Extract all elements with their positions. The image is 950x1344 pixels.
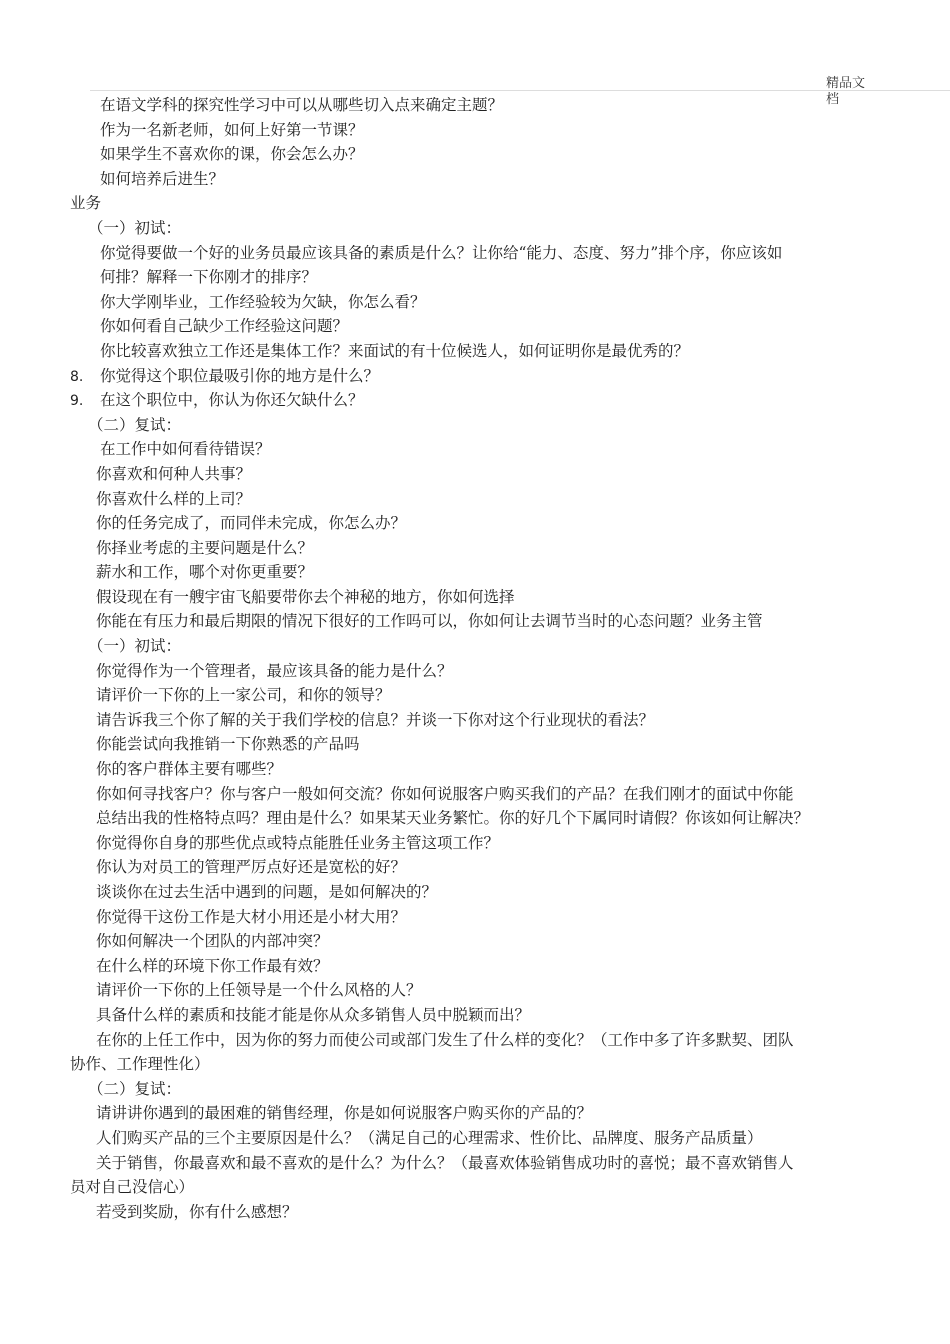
numbered-question xyxy=(0,364,950,389)
question-line: 你如何解决一个团队的内部冲突？ xyxy=(96,932,329,951)
question-line: 你喜欢和何种人共事？ xyxy=(96,464,252,483)
question-line: 你觉得作为一个管理者，最应该具备的能力是什么？ xyxy=(96,661,453,680)
item-number: 8. xyxy=(70,368,84,385)
question-line: 如果学生不喜欢你的课，你会怎么办？ xyxy=(100,145,364,164)
question-line: 谈谈你在过去生活中遇到的问题，是如何解决的？ xyxy=(96,883,438,901)
question-line: 你能在有压力和最后期限的情况下很好的工作吗可以，你如何让去调节当时的心态问题？业务主管 xyxy=(96,612,763,631)
question-line: 在你的上任工作中，因为你的努力而使公司或部门发生了什么样的变化？（工作中多了许多默契、团队 xyxy=(96,1030,794,1049)
question-line: 你如何看自己缺少工作经验这问题？ xyxy=(100,317,349,336)
section-heading: （一）初试： xyxy=(88,637,182,656)
question-line: 请评价一下你的上一家公司，和你的领导？ xyxy=(96,686,391,705)
question-line: 你觉得干这份工作是大材小用还是小材大用？ xyxy=(96,907,407,926)
question-line: 在工作中如何看待错误？ xyxy=(100,440,271,459)
question-line: 你觉得你自身的那些优点或特点能胜任业务主管这项工作？ xyxy=(96,833,500,852)
question-text: 在这个职位中，你认为你还欠缺什么？ xyxy=(100,391,364,410)
question-line: 你觉得要做一个好的业务员最应该具备的素质是什么？让你给“能力、态度、努力”排个序，你应该如 xyxy=(100,243,783,262)
watermark-label: 精品文档 xyxy=(826,76,866,107)
text-line: 协作、工作理性化） xyxy=(70,1055,210,1074)
question-line: 请评价一下你的上任领导是一个什么风格的人？ xyxy=(96,981,422,1000)
item-number: 9. xyxy=(70,393,84,410)
question-line: 你择业考虑的主要问题是什么？ xyxy=(96,538,314,557)
question-line: 何排？解释一下你刚才的排序？ xyxy=(100,268,318,287)
text-line: 员对自己没信心） xyxy=(70,1178,195,1197)
question-line: 你比较喜欢独立工作还是集体工作？来面试的有十位候选人，如何证明你是最优秀的？ xyxy=(100,341,690,360)
question-line: 你的任务完成了，而同伴未完成，你怎么办？ xyxy=(96,514,407,533)
text-line: 业务 xyxy=(70,194,102,213)
header-rule xyxy=(90,90,950,91)
document-body xyxy=(0,93,950,1224)
question-line: 在语文学科的探究性学习中可以从哪些切入点来确定主题？ xyxy=(100,96,504,114)
question-line: 总结出我的性格特点吗？理由是什么？如果某天业务繁忙。你的好几个下属同时请假？你该如何让解决？ xyxy=(96,809,810,828)
question-text: 你觉得这个职位最吸引你的地方是什么？ xyxy=(100,366,380,385)
question-line: 在什么样的环境下你工作最有效？ xyxy=(96,956,329,975)
question-line: 请讲讲你遇到的最困难的销售经理，你是如何说服客户购买你的产品的？ xyxy=(96,1104,593,1123)
question-line: 你的客户群体主要有哪些？ xyxy=(96,760,283,779)
question-line: 假设现在有一艘宇宙飞船要带你去个神秘的地方，你如何选择 xyxy=(96,587,515,606)
question-line: 关于销售，你最喜欢和最不喜欢的是什么？为什么？（最喜欢体验销售成功时的喜悦；最不喜欢销售人 xyxy=(96,1153,794,1172)
question-line: 薪水和工作，哪个对你更重要？ xyxy=(96,563,314,582)
question-line: 请告诉我三个你了解的关于我们学校的信息？并谈一下你对这个行业现状的看法？ xyxy=(96,710,655,729)
question-line: 作为一名新老师，如何上好第一节课？ xyxy=(100,120,364,139)
question-line: 若受到奖励，你有什么感想？ xyxy=(96,1202,298,1221)
section-heading: （二）复试： xyxy=(88,415,182,434)
question-line: 你喜欢什么样的上司？ xyxy=(96,489,252,508)
question-line: 如何培养后进生？ xyxy=(100,169,225,188)
question-line: 具备什么样的素质和技能才能是你从众多销售人员中脱颖而出？ xyxy=(96,1005,531,1024)
question-line: 你大学刚毕业，工作经验较为欠缺，你怎么看？ xyxy=(100,292,426,311)
section-heading: （二）复试： xyxy=(88,1079,182,1098)
numbered-question xyxy=(0,388,950,413)
question-line: 你能尝试向我推销一下你熟悉的产品吗 xyxy=(96,735,360,754)
question-line: 你认为对员工的管理严厉点好还是宽松的好？ xyxy=(96,858,407,877)
section-heading: （一）初试： xyxy=(88,218,182,237)
question-line: 你如何寻找客户？你与客户一般如何交流？你如何说服客户购买我们的产品？在我们刚才的面试中你能 xyxy=(96,784,794,803)
question-line: 人们购买产品的三个主要原因是什么？（满足自己的心理需求、性价比、品牌度、服务产品质量） xyxy=(96,1128,763,1147)
